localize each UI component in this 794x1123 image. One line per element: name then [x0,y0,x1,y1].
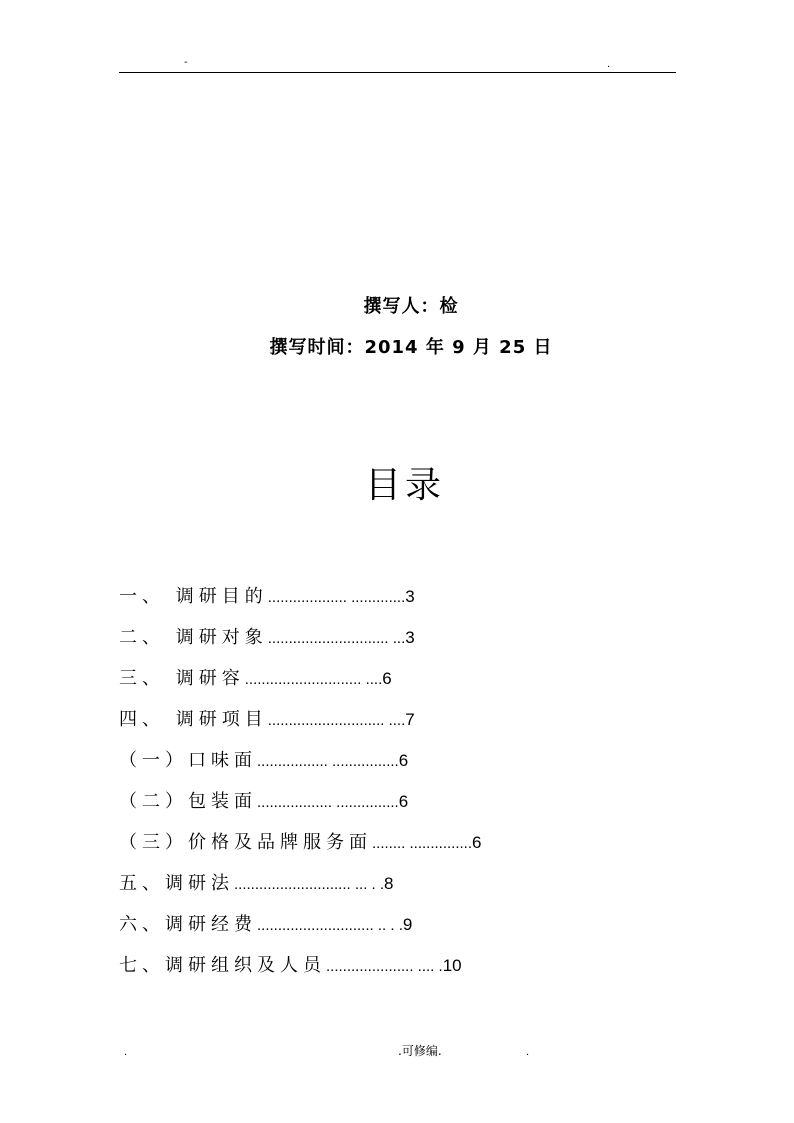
toc-item-label: 七、调研组织及人员 [119,955,326,976]
toc-item-label: 四、 调研项目 [119,709,268,730]
toc-item[interactable] [119,664,392,694]
toc-item-label: （二）包装面 [119,791,257,812]
toc-item-page: 9 [402,915,413,934]
toc-item-label: 二、 调研对象 [119,627,268,648]
toc-item[interactable] [119,787,408,817]
toc-item-page: 6 [382,669,392,688]
author-line: 撰写人：检 [363,296,459,317]
toc-item-label: 五、调研法 [119,873,234,894]
toc-item[interactable] [119,705,415,735]
toc-item[interactable] [119,623,415,653]
toc-item-page: 6 [398,792,409,811]
toc-item-leader: ............................ .... [267,712,406,729]
toc-item-leader: ............................ .... [244,671,383,688]
toc-title: 目录 [364,465,445,506]
toc-item-leader: ............................ ... . . [234,876,385,893]
toc-item-label: （三）价格及品牌服务面 [119,832,372,853]
toc-item-page: 3 [405,587,415,606]
toc-item-leader: ............................ .. . . [257,917,403,934]
toc-item-label: 六、调研经费 [119,914,257,935]
toc-item[interactable] [119,869,394,899]
footer-left-mark: . [124,1047,128,1058]
toc-item-label: （一）口味面 [119,750,257,771]
toc-item[interactable] [119,828,482,858]
toc-item-leader: ..................... .... . [326,958,443,975]
toc-item-label: 一、 调研目的 [119,586,268,607]
toc-item-leader: ........ ............... [372,835,473,852]
toc-item[interactable] [119,582,415,612]
header-right-mark: . [607,59,611,70]
toc-item-page: 8 [384,874,394,893]
footer-right-mark: . [526,1047,530,1058]
toc-item-page: 10 [442,956,462,975]
toc-item[interactable] [119,910,412,940]
toc-item[interactable] [119,951,462,981]
toc-item-leader: .................. ............... [257,794,399,811]
toc-item-page: 6 [398,751,409,770]
toc-item-leader: ................... ............. [267,589,406,606]
toc-item-leader: ................. ................ [257,753,399,770]
footer-editable-note: .可修编. [398,1044,442,1058]
toc-item-label: 三、 调研容 [119,668,245,689]
toc-item-page: 7 [405,710,415,729]
toc-item-page: 3 [405,628,415,647]
date-line: 撰写时间：2014 年 9 月 25 日 [269,337,553,358]
header-rule [119,72,676,73]
header-left-mark: - [184,57,188,68]
toc-item[interactable] [119,746,408,776]
toc-item-leader: ............................. ... [267,630,406,647]
toc-item-page: 6 [472,833,482,852]
